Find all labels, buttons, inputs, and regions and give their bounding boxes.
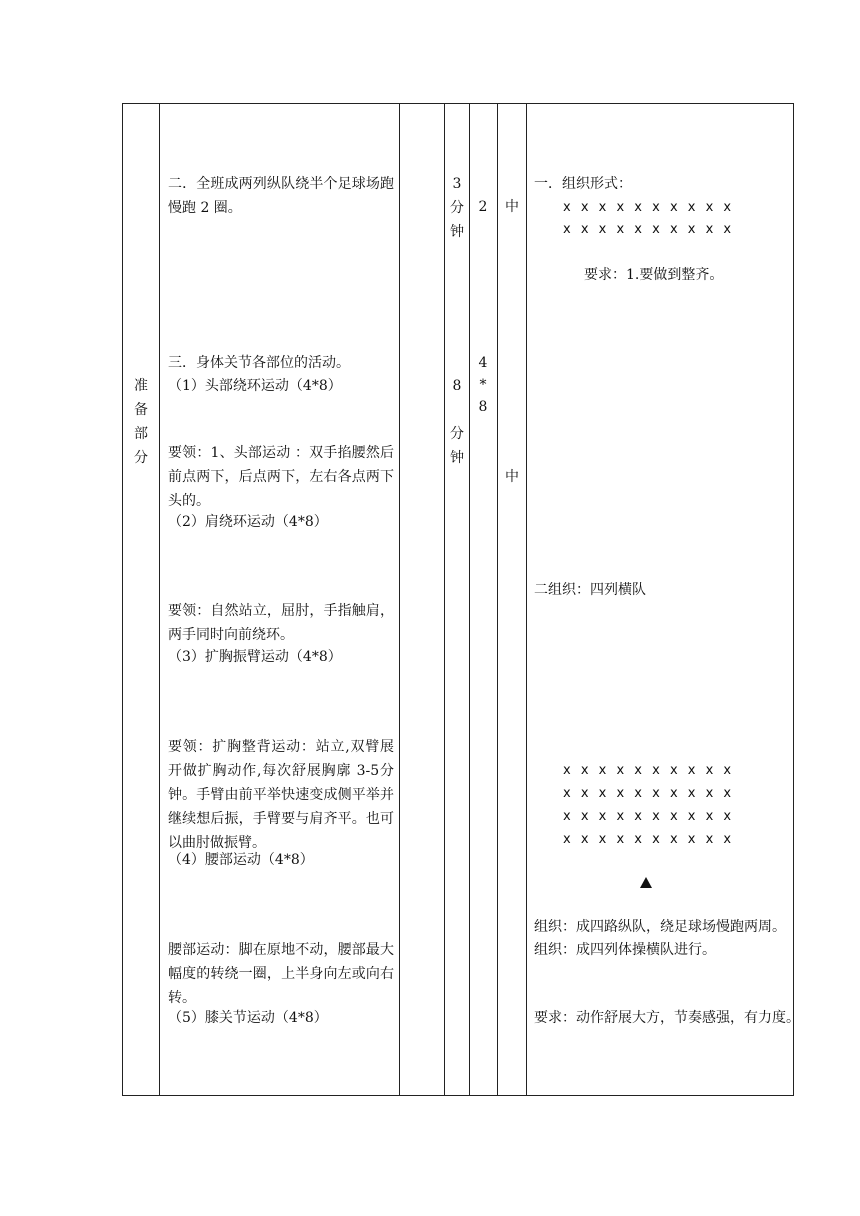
exercise-2-key-points: 要领：自然站立，屈肘，手指触肩，两手同时向前绕环。 bbox=[168, 603, 394, 643]
exercise-2-title: （2）肩绕环运动（4*8） bbox=[168, 514, 328, 530]
time-value-2 bbox=[447, 374, 467, 470]
section-label bbox=[131, 374, 151, 470]
teacher-marker-icon bbox=[640, 877, 652, 888]
column-divider bbox=[469, 104, 470, 1095]
org-2-requirement: 要求：动作舒展大方，节奏感强，有力度。 bbox=[534, 1010, 800, 1026]
spacer bbox=[447, 398, 467, 422]
count-value-2 bbox=[473, 352, 493, 418]
item-2-text: 二．全班成两列纵队绕半个足球场跑慢跑 2 圈。 bbox=[168, 176, 394, 216]
formation-row: x x x x x x x x x x bbox=[563, 200, 735, 215]
section-char: 准 bbox=[134, 378, 148, 394]
exercise-1-key-points: 要领：1、头部运动 ：双手掐腰然后前点两下，后点两下，左右各点两下头的。 bbox=[168, 445, 394, 509]
time-char: 分 bbox=[450, 426, 464, 442]
time-char: 分 bbox=[450, 200, 464, 216]
column-divider bbox=[159, 104, 160, 1095]
org-1-title: 一．组织形式： bbox=[534, 176, 632, 192]
exercise-5-title: （5）膝关节运动（4*8） bbox=[168, 1010, 328, 1026]
formation-row: x x x x x x x x x x bbox=[563, 786, 735, 801]
count-char: 4 bbox=[478, 355, 488, 371]
item-3-title: 三．身体关节各部位的活动。 bbox=[168, 355, 350, 371]
intensity-value-1: 中 bbox=[505, 199, 519, 215]
formation-row: x x x x x x x x x x bbox=[563, 222, 735, 237]
formation-row: x x x x x x x x x x bbox=[563, 763, 735, 778]
exercise-1-title: （1）头部绕环运动（4*8） bbox=[168, 378, 342, 394]
intensity-value-2: 中 bbox=[505, 469, 519, 485]
time-char: 3 bbox=[452, 176, 462, 192]
section-char: 备 bbox=[134, 402, 148, 418]
column-divider bbox=[444, 104, 445, 1095]
exercise-4-key-points: 腰部运动：脚在原地不动，腰部最大幅度的转绕一圈，上半身向左或向右转。 bbox=[168, 942, 394, 1006]
section-char: 分 bbox=[134, 450, 148, 466]
count-value-1: 2 bbox=[478, 199, 488, 215]
count-char: * bbox=[479, 377, 487, 393]
count-char: 8 bbox=[478, 399, 488, 415]
time-char: 8 bbox=[452, 378, 462, 394]
time-char: 钟 bbox=[450, 450, 464, 466]
exercise-3-key-points: 要领：扩胸整背运动：站立,双臂展开做扩胸动作,每次舒展胸廓 3-5分钟。手臂由前平举快速变成侧平举并继续想后振，手臂要与肩齐平。也可以曲肘做振臂。 bbox=[168, 739, 394, 851]
time-char: 钟 bbox=[450, 224, 464, 240]
org-2-title: 二组织：四列横队 bbox=[534, 582, 646, 598]
column-divider bbox=[526, 104, 527, 1095]
org-note-2: 组织：成四列体操横队进行。 bbox=[534, 942, 716, 958]
column-divider bbox=[497, 104, 498, 1095]
formation-row: x x x x x x x x x x bbox=[563, 809, 735, 824]
time-value-1 bbox=[447, 172, 467, 244]
exercise-4-title: （4）腰部运动（4*8） bbox=[168, 852, 314, 868]
exercise-3-title: （3）扩胸振臂运动（4*8） bbox=[168, 649, 342, 665]
org-1-requirement: 要求：1.要做到整齐。 bbox=[584, 267, 724, 283]
section-char: 部 bbox=[134, 426, 148, 442]
formation-row: x x x x x x x x x x bbox=[563, 832, 735, 847]
column-divider bbox=[399, 104, 400, 1095]
org-note-1: 组织：成四路纵队，绕足球场慢跑两周。 bbox=[534, 919, 786, 935]
